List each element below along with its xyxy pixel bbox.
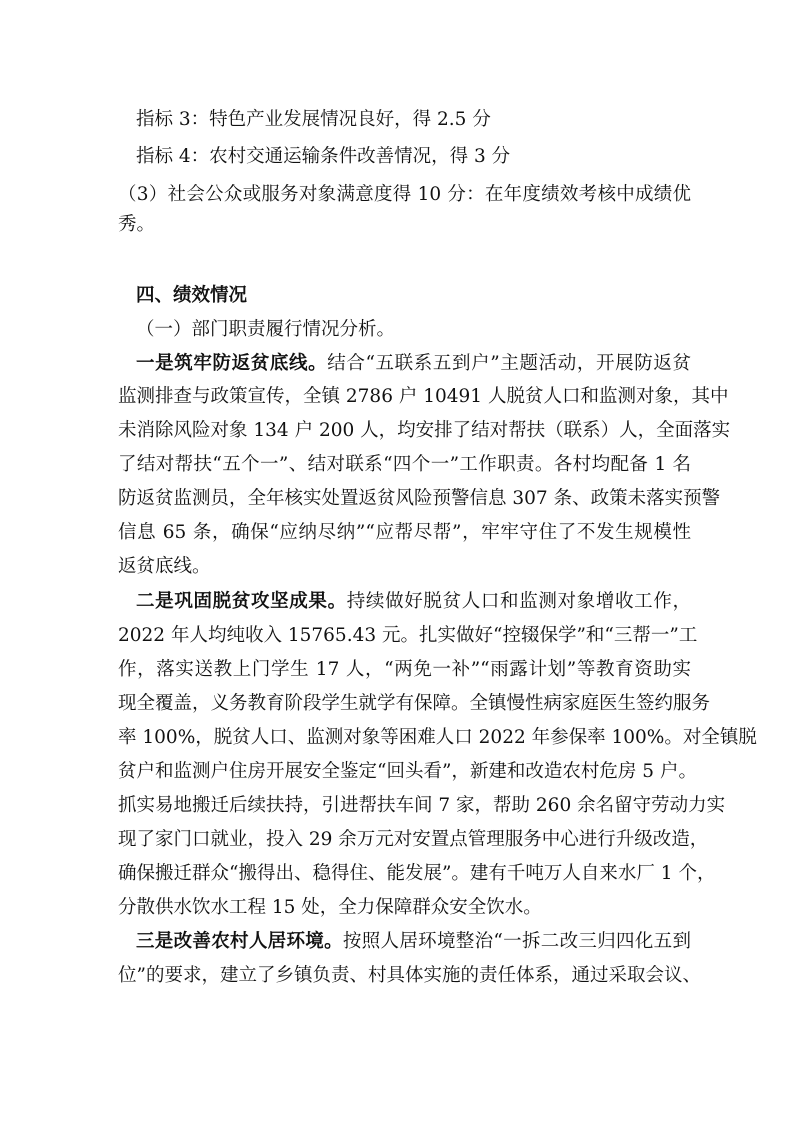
part2-line-7: 抓实易地搬迁后续扶持，引进帮扶车间 7 家，帮助 260 余名留守劳动力实 xyxy=(118,795,726,816)
part1-line-5: 防返贫监测员，全年核实处置返贫风险预警信息 307 条、政策未落实预警 xyxy=(118,488,721,509)
part3-line-2: 位”的要求，建立了乡镇负责、村具体实施的责任体系，通过采取会议、 xyxy=(118,965,701,986)
part1-line-6: 信息 65 条，确保“应纳尽纳”“应帮尽帮”，牢牢守住了不发生规模性 xyxy=(118,522,691,543)
part2-line-4: 现全覆盖，义务教育阶段学生就学有保障。全镇慢性病家庭医生签约服务 xyxy=(118,693,711,714)
part1-line-7: 返贫底线。 xyxy=(118,556,211,577)
satisfaction-line-1: （3）社会公众或服务对象满意度得 10 分：在年度绩效考核中成绩优 xyxy=(118,184,691,205)
part2-line-8: 现了家门口就业，投入 29 余万元对安置点管理服务中心进行升级改造， xyxy=(118,829,709,850)
indicator-4: 指标 4：农村交通运输条件改善情况，得 3 分 xyxy=(136,146,511,167)
section-heading: 四、绩效情况 xyxy=(136,285,248,306)
part3-line-1-text: 按照人居环境整治“一拆二改三归四化五到 xyxy=(342,931,691,952)
part3-line-1 xyxy=(136,930,691,954)
indicator-3: 指标 3：特色产业发展情况良好，得 2.5 分 xyxy=(136,109,491,130)
part2-lead: 二是巩固脱贫攻坚成果。 xyxy=(136,591,347,612)
part2-line-10: 分散供水饮水工程 15 处，全力保障群众安全饮水。 xyxy=(118,897,542,918)
part2-line-3: 作，落实送教上门学生 17 人，“两免一补”“雨露计划”等教育资助实 xyxy=(118,659,691,680)
part1-line-1 xyxy=(136,352,691,376)
part1-line-4: 了结对帮扶“五个一”、结对联系“四个一”工作职责。各村均配备 1 名 xyxy=(118,454,691,475)
part2-line-6: 贫户和监测户住房开展安全鉴定“回头看”，新建和改造农村危房 5 户。 xyxy=(118,761,697,782)
part2-line-5: 率 100%，脱贫人口、监测对象等困难人口 2022 年参保率 100%。对全镇脱 xyxy=(118,727,757,748)
part1-lead: 一是筑牢防返贫底线。 xyxy=(136,353,328,374)
part1-line-3: 未消除风险对象 134 户 200 人，均安排了结对帮扶（联系）人，全面落实 xyxy=(118,420,731,441)
section-subheading: （一）部门职责履行情况分析。 xyxy=(136,319,396,340)
part1-line-2: 监测排查与政策宣传，全镇 2786 户 10491 人脱贫人口和监测对象，其中 xyxy=(118,386,729,407)
part1-line-1-text: 结合“五联系五到户”主题活动，开展防返贫 xyxy=(327,353,691,374)
part2-line-9: 确保搬迁群众“搬得出、稳得住、能发展”。建有千吨万人自来水厂 1 个， xyxy=(118,863,716,884)
part2-line-1 xyxy=(136,590,691,614)
part3-lead: 三是改善农村人居环境。 xyxy=(136,931,343,952)
part2-line-2: 2022 年人均纯收入 15765.43 元。扎实做好“控辍保学”和“三帮一”工 xyxy=(118,625,698,646)
part2-line-1-text: 持续做好脱贫人口和监测对象增收工作， xyxy=(346,591,691,612)
satisfaction-line-2: 秀。 xyxy=(118,214,156,235)
